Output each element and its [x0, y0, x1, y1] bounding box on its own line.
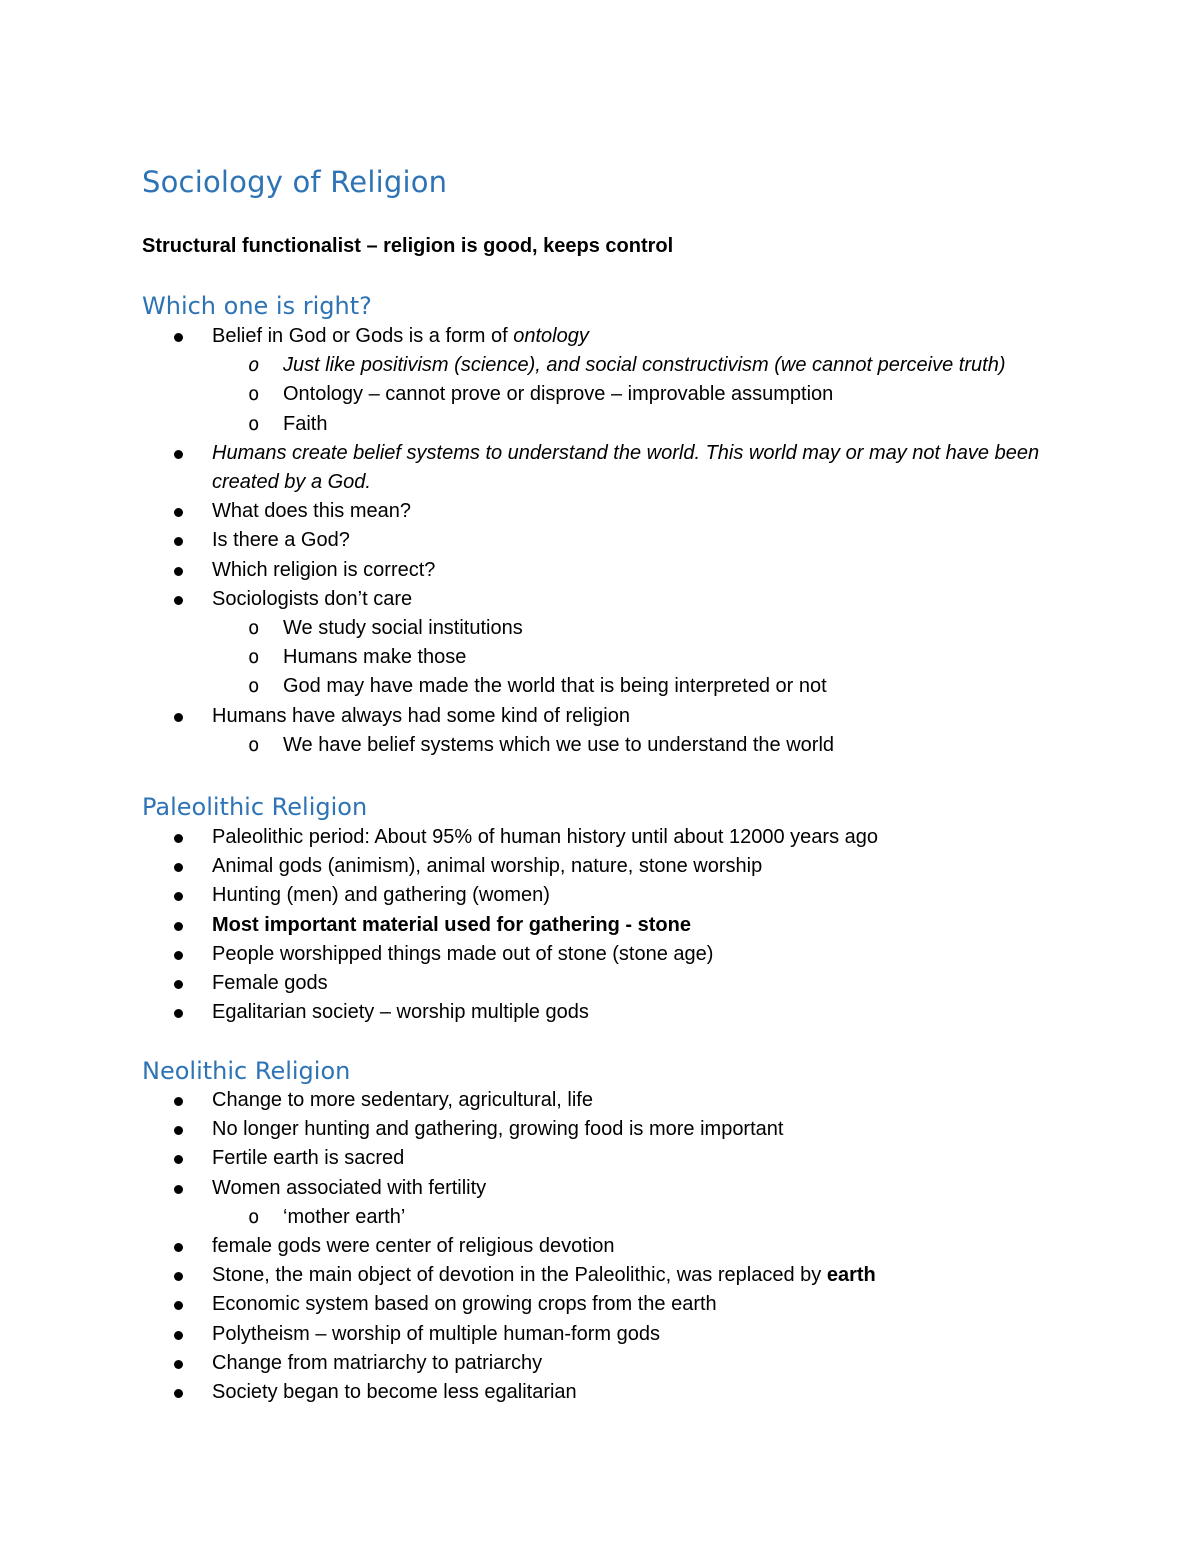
list-item: Humans have always had some kind of religion — [0, 702, 1200, 731]
list-paleolithic-religion — [0, 823, 1200, 1027]
list-item: Humans create belief systems to understand the world. This world may or may not have been created by a God. — [0, 439, 1200, 497]
list-item-emphasis: ontology — [513, 325, 589, 347]
list-item: Is there a God? — [0, 526, 1200, 555]
list-item: Fertile earth is sacred — [0, 1144, 1200, 1173]
list-item: Most important material used for gathering - stone — [0, 911, 1200, 940]
list-item: What does this mean? — [0, 497, 1200, 526]
list-item: Which religion is correct? — [0, 556, 1200, 585]
list-item: Society began to become less egalitarian — [0, 1378, 1200, 1407]
list-item: o Humans make those — [0, 643, 1200, 672]
list-item: o God may have made the world that is being interpreted or not — [0, 672, 1200, 701]
list-item: Sociologists don’t care — [0, 585, 1200, 614]
intro-line: Structural functionalist – religion is good, keeps control — [142, 235, 674, 257]
list-item — [0, 1261, 1200, 1290]
list-item-text: Stone, the main object of devotion in the Paleolithic, was replaced by — [212, 1264, 827, 1287]
list-item: No longer hunting and gathering, growing food is more important — [0, 1115, 1200, 1144]
section-heading-neolithic-religion: Neolithic Religion — [142, 1057, 351, 1085]
list-item: Women associated with fertility — [0, 1174, 1200, 1203]
list-item: Female gods — [0, 969, 1200, 998]
list-item: People worshipped things made out of stone (stone age) — [0, 940, 1200, 969]
list-item: o Just like positivism (science), and social constructivism (we cannot perceive truth) — [0, 351, 1200, 380]
section-heading-which-one-is-right: Which one is right? — [142, 292, 372, 320]
page-title: Sociology of Religion — [142, 165, 448, 199]
section-heading-paleolithic-religion: Paleolithic Religion — [142, 793, 368, 821]
list-item: o ‘mother earth’ — [0, 1203, 1200, 1232]
list-item: o We have belief systems which we use to understand the world — [0, 731, 1200, 760]
list-neolithic-religion — [0, 1086, 1200, 1407]
list-item: o Faith — [0, 410, 1200, 439]
list-item: o We study social institutions — [0, 614, 1200, 643]
list-item: o Ontology – cannot prove or disprove – improvable assumption — [0, 380, 1200, 409]
list-item: Hunting (men) and gathering (women) — [0, 881, 1200, 910]
list-which-one-is-right — [0, 322, 1200, 760]
list-item: Animal gods (animism), animal worship, nature, stone worship — [0, 852, 1200, 881]
list-item-strong: earth — [826, 1264, 876, 1287]
list-item: Change from matriarchy to patriarchy — [0, 1349, 1200, 1378]
list-item: Polytheism – worship of multiple human-form gods — [0, 1320, 1200, 1349]
list-item: Change to more sedentary, agricultural, life — [0, 1086, 1200, 1115]
list-item: Egalitarian society – worship multiple gods — [0, 998, 1200, 1027]
list-item — [0, 322, 1200, 351]
list-item: female gods were center of religious devotion — [0, 1232, 1200, 1261]
list-item-text: Belief in God or Gods is a form of — [212, 325, 514, 347]
list-item: Economic system based on growing crops from the earth — [0, 1290, 1200, 1319]
list-item: Paleolithic period: About 95% of human history until about 12000 years ago — [0, 823, 1200, 852]
